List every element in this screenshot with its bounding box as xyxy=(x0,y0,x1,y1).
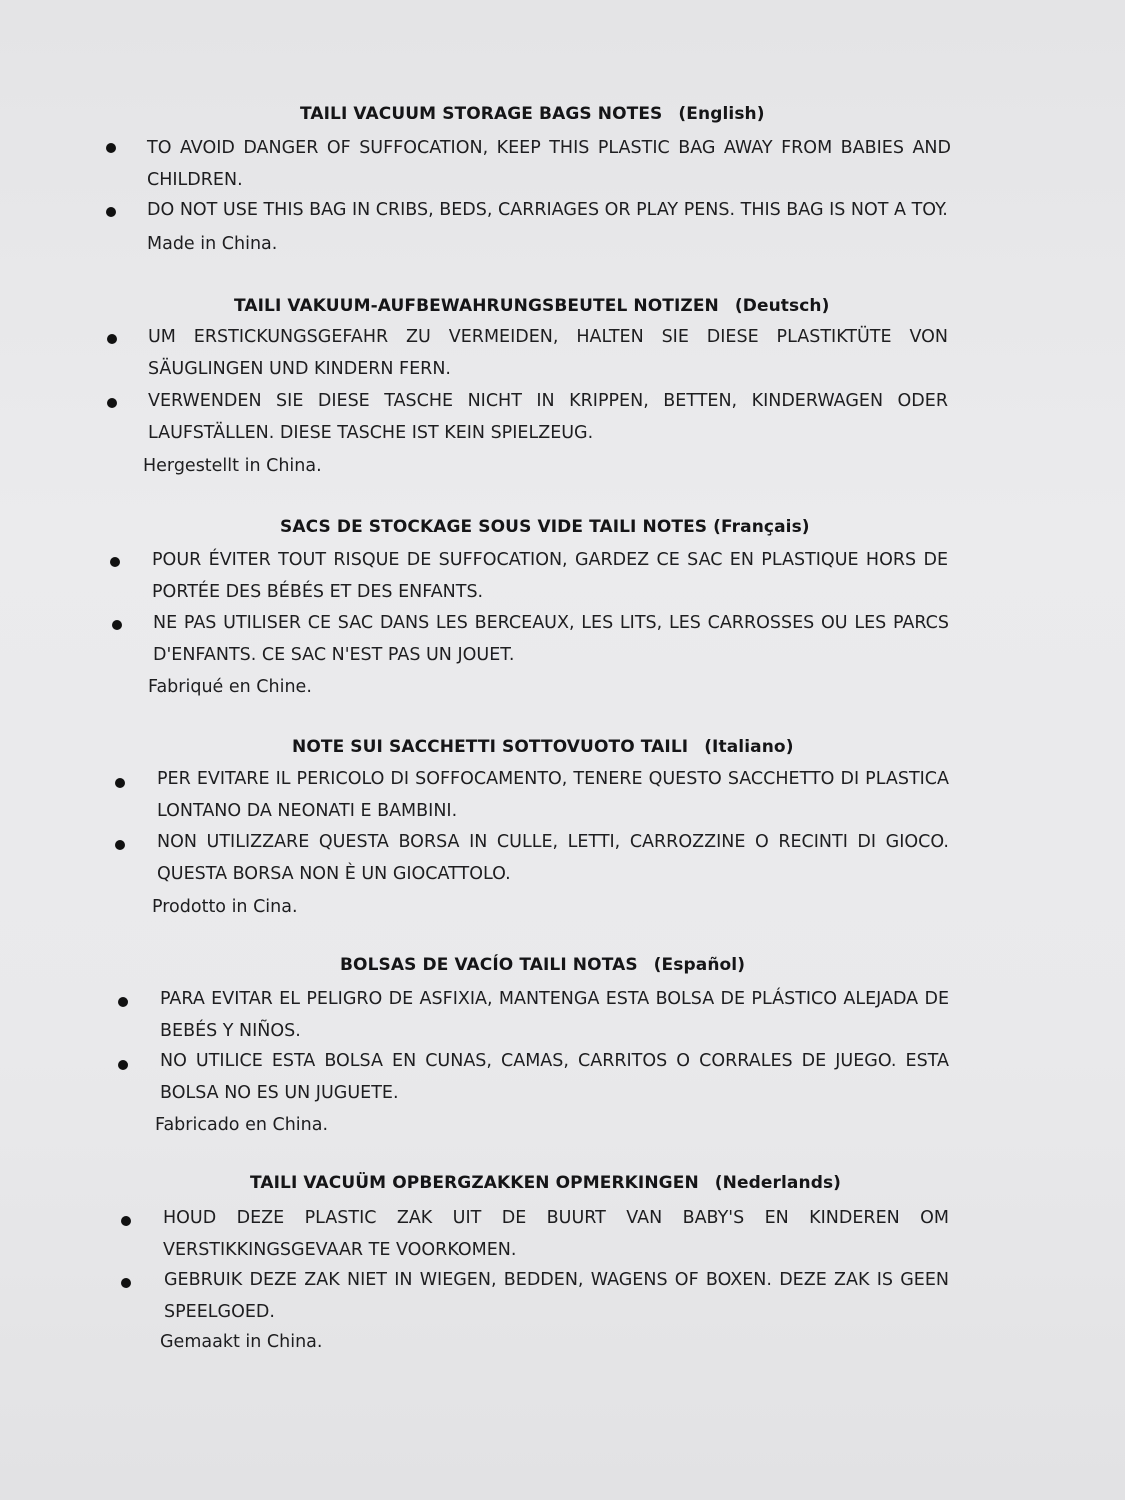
made-in-note: Fabricado en China. xyxy=(155,1115,329,1135)
bullet-icon xyxy=(121,1278,131,1288)
bullet-icon xyxy=(110,557,120,567)
section-heading xyxy=(250,1173,841,1193)
list-item: HOUD DEZE PLASTIC ZAK UIT DE BUURT VAN BABY'S EN KINDEREN OM VERSTIKKINGSGEVAAR TE VOORKOMEN. xyxy=(163,1208,949,1260)
bullet-icon xyxy=(106,143,116,153)
section-heading xyxy=(234,296,829,316)
bullet-icon xyxy=(118,997,128,1007)
made-in-note: Gemaakt in China. xyxy=(160,1332,323,1352)
bullet-icon xyxy=(107,334,117,344)
list-item: GEBRUIK DEZE ZAK NIET IN WIEGEN, BEDDEN, WAGENS OF BOXEN. DEZE ZAK IS GEEN SPEELGOED. xyxy=(164,1270,949,1322)
section-heading xyxy=(292,737,794,757)
list-item: DO NOT USE THIS BAG IN CRIBS, BEDS, CARRIAGES OR PLAY PENS. THIS BAG IS NOT A TOY. xyxy=(147,200,948,220)
made-in-note: Hergestellt in China. xyxy=(143,456,322,476)
section-heading xyxy=(340,955,745,975)
section-title: BOLSAS DE VACÍO TAILI NOTAS xyxy=(340,955,638,975)
list-item: NON UTILIZZARE QUESTA BORSA IN CULLE, LETTI, CARROZZINE O RECINTI DI GIOCO. QUESTA BORSA NON È UN GIOCATTOLO. xyxy=(157,832,949,884)
section-language: (Español) xyxy=(653,955,746,975)
list-item: NO UTILICE ESTA BOLSA EN CUNAS, CAMAS, CARRITOS O CORRALES DE JUEGO. ESTA BOLSA NO ES UN JUGUETE. xyxy=(160,1051,949,1103)
list-item: PER EVITARE IL PERICOLO DI SOFFOCAMENTO, TENERE QUESTO SACCHETTO DI PLASTICA LONTANO DA NEONATI E BAMBINI. xyxy=(157,769,949,821)
list-item: UM ERSTICKUNGSGEFAHR ZU VERMEIDEN, HALTEN SIE DIESE PLASTIKTÜTE VON SÄUGLINGEN UND KINDERN FERN. xyxy=(148,327,948,379)
made-in-note: Fabriqué en Chine. xyxy=(148,677,312,697)
bullet-icon xyxy=(112,620,122,630)
section-title: NOTE SUI SACCHETTI SOTTOVUOTO TAILI xyxy=(292,737,689,757)
made-in-note: Made in China. xyxy=(147,234,278,254)
section-title: TAILI VACUÜM OPBERGZAKKEN OPMERKINGEN xyxy=(250,1173,699,1193)
bullet-icon xyxy=(107,398,117,408)
list-item: NE PAS UTILISER CE SAC DANS LES BERCEAUX, LES LITS, LES CARROSSES OU LES PARCS D'ENFANTS. CE SAC N'EST PAS UN JOUET. xyxy=(153,613,949,665)
made-in-note: Prodotto in Cina. xyxy=(152,897,298,917)
bullet-icon xyxy=(106,207,116,217)
list-item: TO AVOID DANGER OF SUFFOCATION, KEEP THIS PLASTIC BAG AWAY FROM BABIES AND CHILDREN. xyxy=(147,138,951,190)
section-language: (Deutsch) xyxy=(734,296,830,316)
section-title: TAILI VAKUUM-AUFBEWAHRUNGSBEUTEL NOTIZEN xyxy=(234,296,719,316)
list-item: VERWENDEN SIE DIESE TASCHE NICHT IN KRIPPEN, BETTEN, KINDERWAGEN ODER LAUFSTÄLLEN. DIESE TASCHE IST KEIN SPIELZEUG. xyxy=(148,391,948,443)
bullet-icon xyxy=(118,1060,128,1070)
section-language: (Nederlands) xyxy=(714,1173,842,1193)
bullet-icon xyxy=(121,1216,131,1226)
section-language: (English) xyxy=(678,104,765,124)
section-title: TAILI VACUUM STORAGE BAGS NOTES xyxy=(300,104,663,124)
bullet-icon xyxy=(115,778,125,788)
section-language: (Italiano) xyxy=(704,737,794,757)
bullet-icon xyxy=(115,840,125,850)
list-item: POUR ÉVITER TOUT RISQUE DE SUFFOCATION, GARDEZ CE SAC EN PLASTIQUE HORS DE PORTÉE DES BÉBÉS ET DES ENFANTS. xyxy=(152,550,948,602)
section-heading xyxy=(280,517,810,537)
section-title: SACS DE STOCKAGE SOUS VIDE TAILI NOTES xyxy=(280,517,708,537)
section-heading xyxy=(300,104,765,124)
section-language: (Français) xyxy=(713,517,810,537)
list-item: PARA EVITAR EL PELIGRO DE ASFIXIA, MANTENGA ESTA BOLSA DE PLÁSTICO ALEJADA DE BEBÉS Y NIÑOS. xyxy=(160,989,949,1041)
